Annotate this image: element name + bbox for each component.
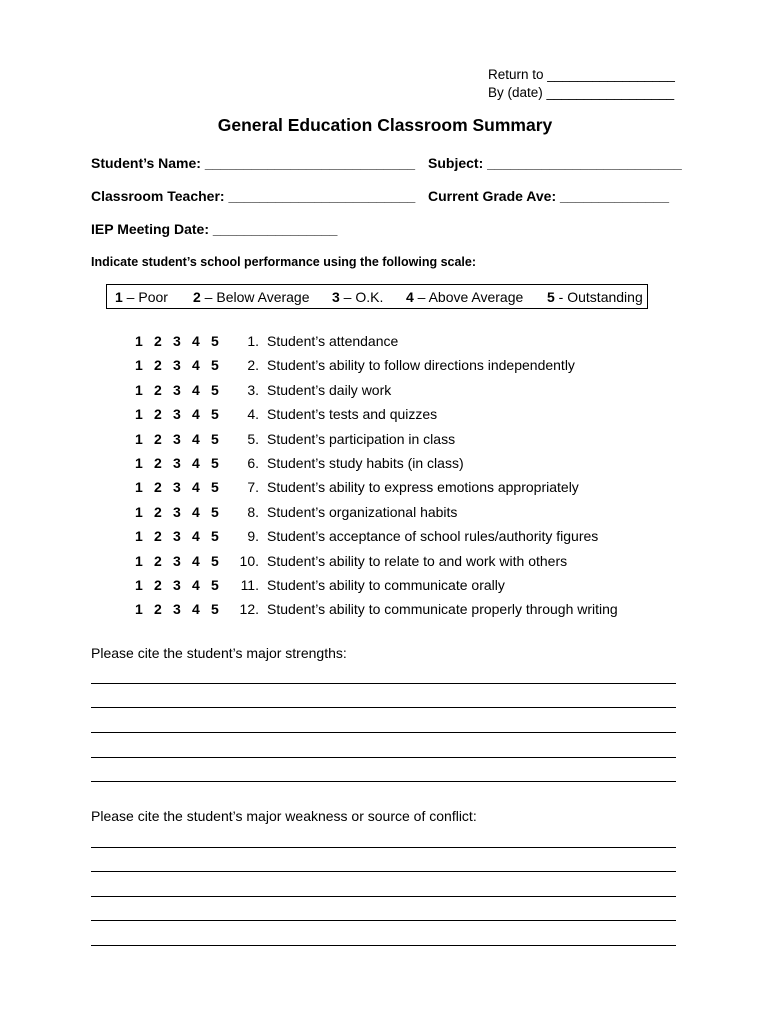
strengths-line[interactable] [91, 732, 676, 733]
item-text: Student’s study habits (in class) [267, 455, 464, 471]
strengths-prompt: Please cite the student’s major strengths: [91, 645, 347, 661]
rating-option[interactable]: 5 [211, 382, 219, 398]
rating-option[interactable]: 1 [135, 357, 143, 373]
rating-option[interactable]: 5 [211, 504, 219, 520]
rating-option[interactable]: 2 [154, 357, 162, 373]
item-number: 12. [239, 601, 259, 617]
rating-option[interactable]: 4 [192, 406, 200, 422]
rating-option[interactable]: 2 [154, 333, 162, 349]
strengths-line[interactable] [91, 707, 676, 708]
rating-option[interactable]: 1 [135, 528, 143, 544]
scale-item-outstanding: 5 - Outstanding [547, 289, 643, 305]
rating-option[interactable]: 5 [211, 479, 219, 495]
rating-option[interactable]: 4 [192, 333, 200, 349]
rating-options [135, 553, 230, 569]
rating-option[interactable]: 3 [173, 455, 181, 471]
page-title: General Education Classroom Summary [217, 115, 553, 135]
rating-options [135, 357, 230, 373]
item-number: 2. [247, 357, 259, 373]
item-text: Student’s participation in class [267, 431, 456, 447]
item-number: 7. [247, 479, 259, 495]
item-number: 5. [247, 431, 259, 447]
rating-option[interactable]: 3 [173, 333, 181, 349]
rating-option[interactable]: 3 [173, 382, 181, 398]
subject-field[interactable]: Subject: _________________________ [428, 155, 682, 171]
strengths-line[interactable] [91, 683, 676, 684]
rating-option[interactable]: 4 [192, 479, 200, 495]
rating-option[interactable]: 2 [154, 455, 162, 471]
student-name-field[interactable]: Student’s Name: ___________________________ [91, 155, 416, 171]
rating-option[interactable]: 2 [154, 553, 162, 569]
rating-option[interactable]: 5 [211, 577, 219, 593]
rating-option[interactable]: 5 [211, 601, 219, 617]
rating-option[interactable]: 2 [154, 382, 162, 398]
scale-item-below-average: 2 – Below Average [193, 289, 310, 305]
rating-scale-legend [106, 284, 648, 309]
rating-option[interactable]: 4 [192, 601, 200, 617]
rating-option[interactable]: 4 [192, 431, 200, 447]
scale-item-ok: 3 – O.K. [332, 289, 384, 305]
item-number: 10. [239, 553, 259, 569]
rating-option[interactable]: 2 [154, 601, 162, 617]
rating-option[interactable]: 4 [192, 577, 200, 593]
return-block [488, 66, 675, 101]
item-number: 1. [247, 333, 259, 349]
item-number: 3. [247, 382, 259, 398]
item-number: 6. [247, 455, 259, 471]
rating-option[interactable]: 5 [211, 455, 219, 471]
item-text: Student’s ability to communicate properly through writing [267, 601, 618, 617]
rating-options [135, 528, 230, 544]
rating-option[interactable]: 1 [135, 577, 143, 593]
rating-option[interactable]: 2 [154, 528, 162, 544]
item-text: Student’s organizational habits [267, 504, 458, 520]
rating-option[interactable]: 1 [135, 455, 143, 471]
rating-option[interactable]: 2 [154, 504, 162, 520]
rating-option[interactable]: 5 [211, 528, 219, 544]
item-text: Student’s ability to relate to and work with others [267, 553, 568, 569]
rating-option[interactable]: 3 [173, 431, 181, 447]
rating-options [135, 333, 230, 349]
current-grade-ave-field[interactable]: Current Grade Ave: ______________ [428, 188, 670, 204]
rating-option[interactable]: 1 [135, 333, 143, 349]
rating-option[interactable]: 1 [135, 553, 143, 569]
rating-option[interactable]: 5 [211, 333, 219, 349]
rating-option[interactable]: 2 [154, 577, 162, 593]
by-date-field[interactable]: By (date) _________________ [488, 84, 675, 100]
rating-options [135, 601, 230, 617]
rating-option[interactable]: 5 [211, 357, 219, 373]
instruction-text: Indicate student’s school performance using the following scale: [91, 255, 477, 269]
rating-option[interactable]: 2 [154, 406, 162, 422]
strengths-line[interactable] [91, 781, 676, 782]
rating-option[interactable]: 3 [173, 357, 181, 373]
item-text: Student’s attendance [267, 333, 399, 349]
item-number: 11. [240, 577, 259, 593]
item-text: Student’s tests and quizzes [267, 406, 438, 422]
rating-options [135, 504, 230, 520]
rating-option[interactable]: 1 [135, 431, 143, 447]
rating-option[interactable]: 3 [173, 479, 181, 495]
rating-options [135, 479, 230, 495]
scale-item-above-average: 4 – Above Average [406, 289, 524, 305]
rating-option[interactable]: 3 [173, 577, 181, 593]
weakness-line[interactable] [91, 896, 676, 897]
rating-options [135, 406, 230, 422]
item-text: Student’s ability to communicate orally [267, 577, 505, 593]
rating-options [135, 382, 230, 398]
item-number: 9. [247, 528, 259, 544]
rating-option[interactable]: 1 [135, 601, 143, 617]
weakness-prompt: Please cite the student’s major weakness or source of conflict: [91, 808, 477, 824]
rating-option[interactable]: 4 [192, 553, 200, 569]
item-text: Student’s acceptance of school rules/authority figures [267, 528, 599, 544]
rating-options [135, 455, 230, 471]
item-number: 4. [247, 406, 259, 422]
rating-options [135, 431, 230, 447]
item-text: Student’s ability to follow directions independently [267, 357, 575, 373]
rating-option[interactable]: 3 [173, 528, 181, 544]
item-number: 8. [247, 504, 259, 520]
rating-option[interactable]: 5 [211, 406, 219, 422]
rating-option[interactable]: 2 [154, 479, 162, 495]
rating-option[interactable]: 4 [192, 382, 200, 398]
classroom-teacher-field[interactable]: Classroom Teacher: ________________________ [91, 188, 416, 204]
rating-option[interactable]: 4 [192, 528, 200, 544]
rating-option[interactable]: 4 [192, 455, 200, 471]
rating-option[interactable]: 1 [135, 479, 143, 495]
rating-options [135, 577, 230, 593]
rating-option[interactable]: 3 [173, 504, 181, 520]
rating-option[interactable]: 5 [211, 553, 219, 569]
strengths-line[interactable] [91, 757, 676, 758]
return-to-field[interactable]: Return to _________________ [488, 67, 675, 82]
weakness-line[interactable] [91, 920, 676, 921]
rating-option[interactable]: 3 [173, 553, 181, 569]
rating-option[interactable]: 3 [173, 601, 181, 617]
rating-option[interactable]: 1 [135, 406, 143, 422]
rating-option[interactable]: 4 [192, 357, 200, 373]
scale-item-poor: 1 – Poor [115, 289, 168, 305]
weakness-line[interactable] [91, 871, 676, 872]
weakness-line[interactable] [91, 945, 676, 946]
weakness-line[interactable] [91, 847, 676, 848]
rating-option[interactable]: 1 [135, 382, 143, 398]
rating-option[interactable]: 1 [135, 504, 143, 520]
rating-option[interactable]: 4 [192, 504, 200, 520]
rating-option[interactable]: 2 [154, 431, 162, 447]
iep-meeting-date-field[interactable]: IEP Meeting Date: ________________ [91, 221, 338, 237]
item-text: Student’s daily work [267, 382, 392, 398]
rating-option[interactable]: 5 [211, 431, 219, 447]
rating-option[interactable]: 3 [173, 406, 181, 422]
item-text: Student’s ability to express emotions appropriately [267, 479, 579, 495]
